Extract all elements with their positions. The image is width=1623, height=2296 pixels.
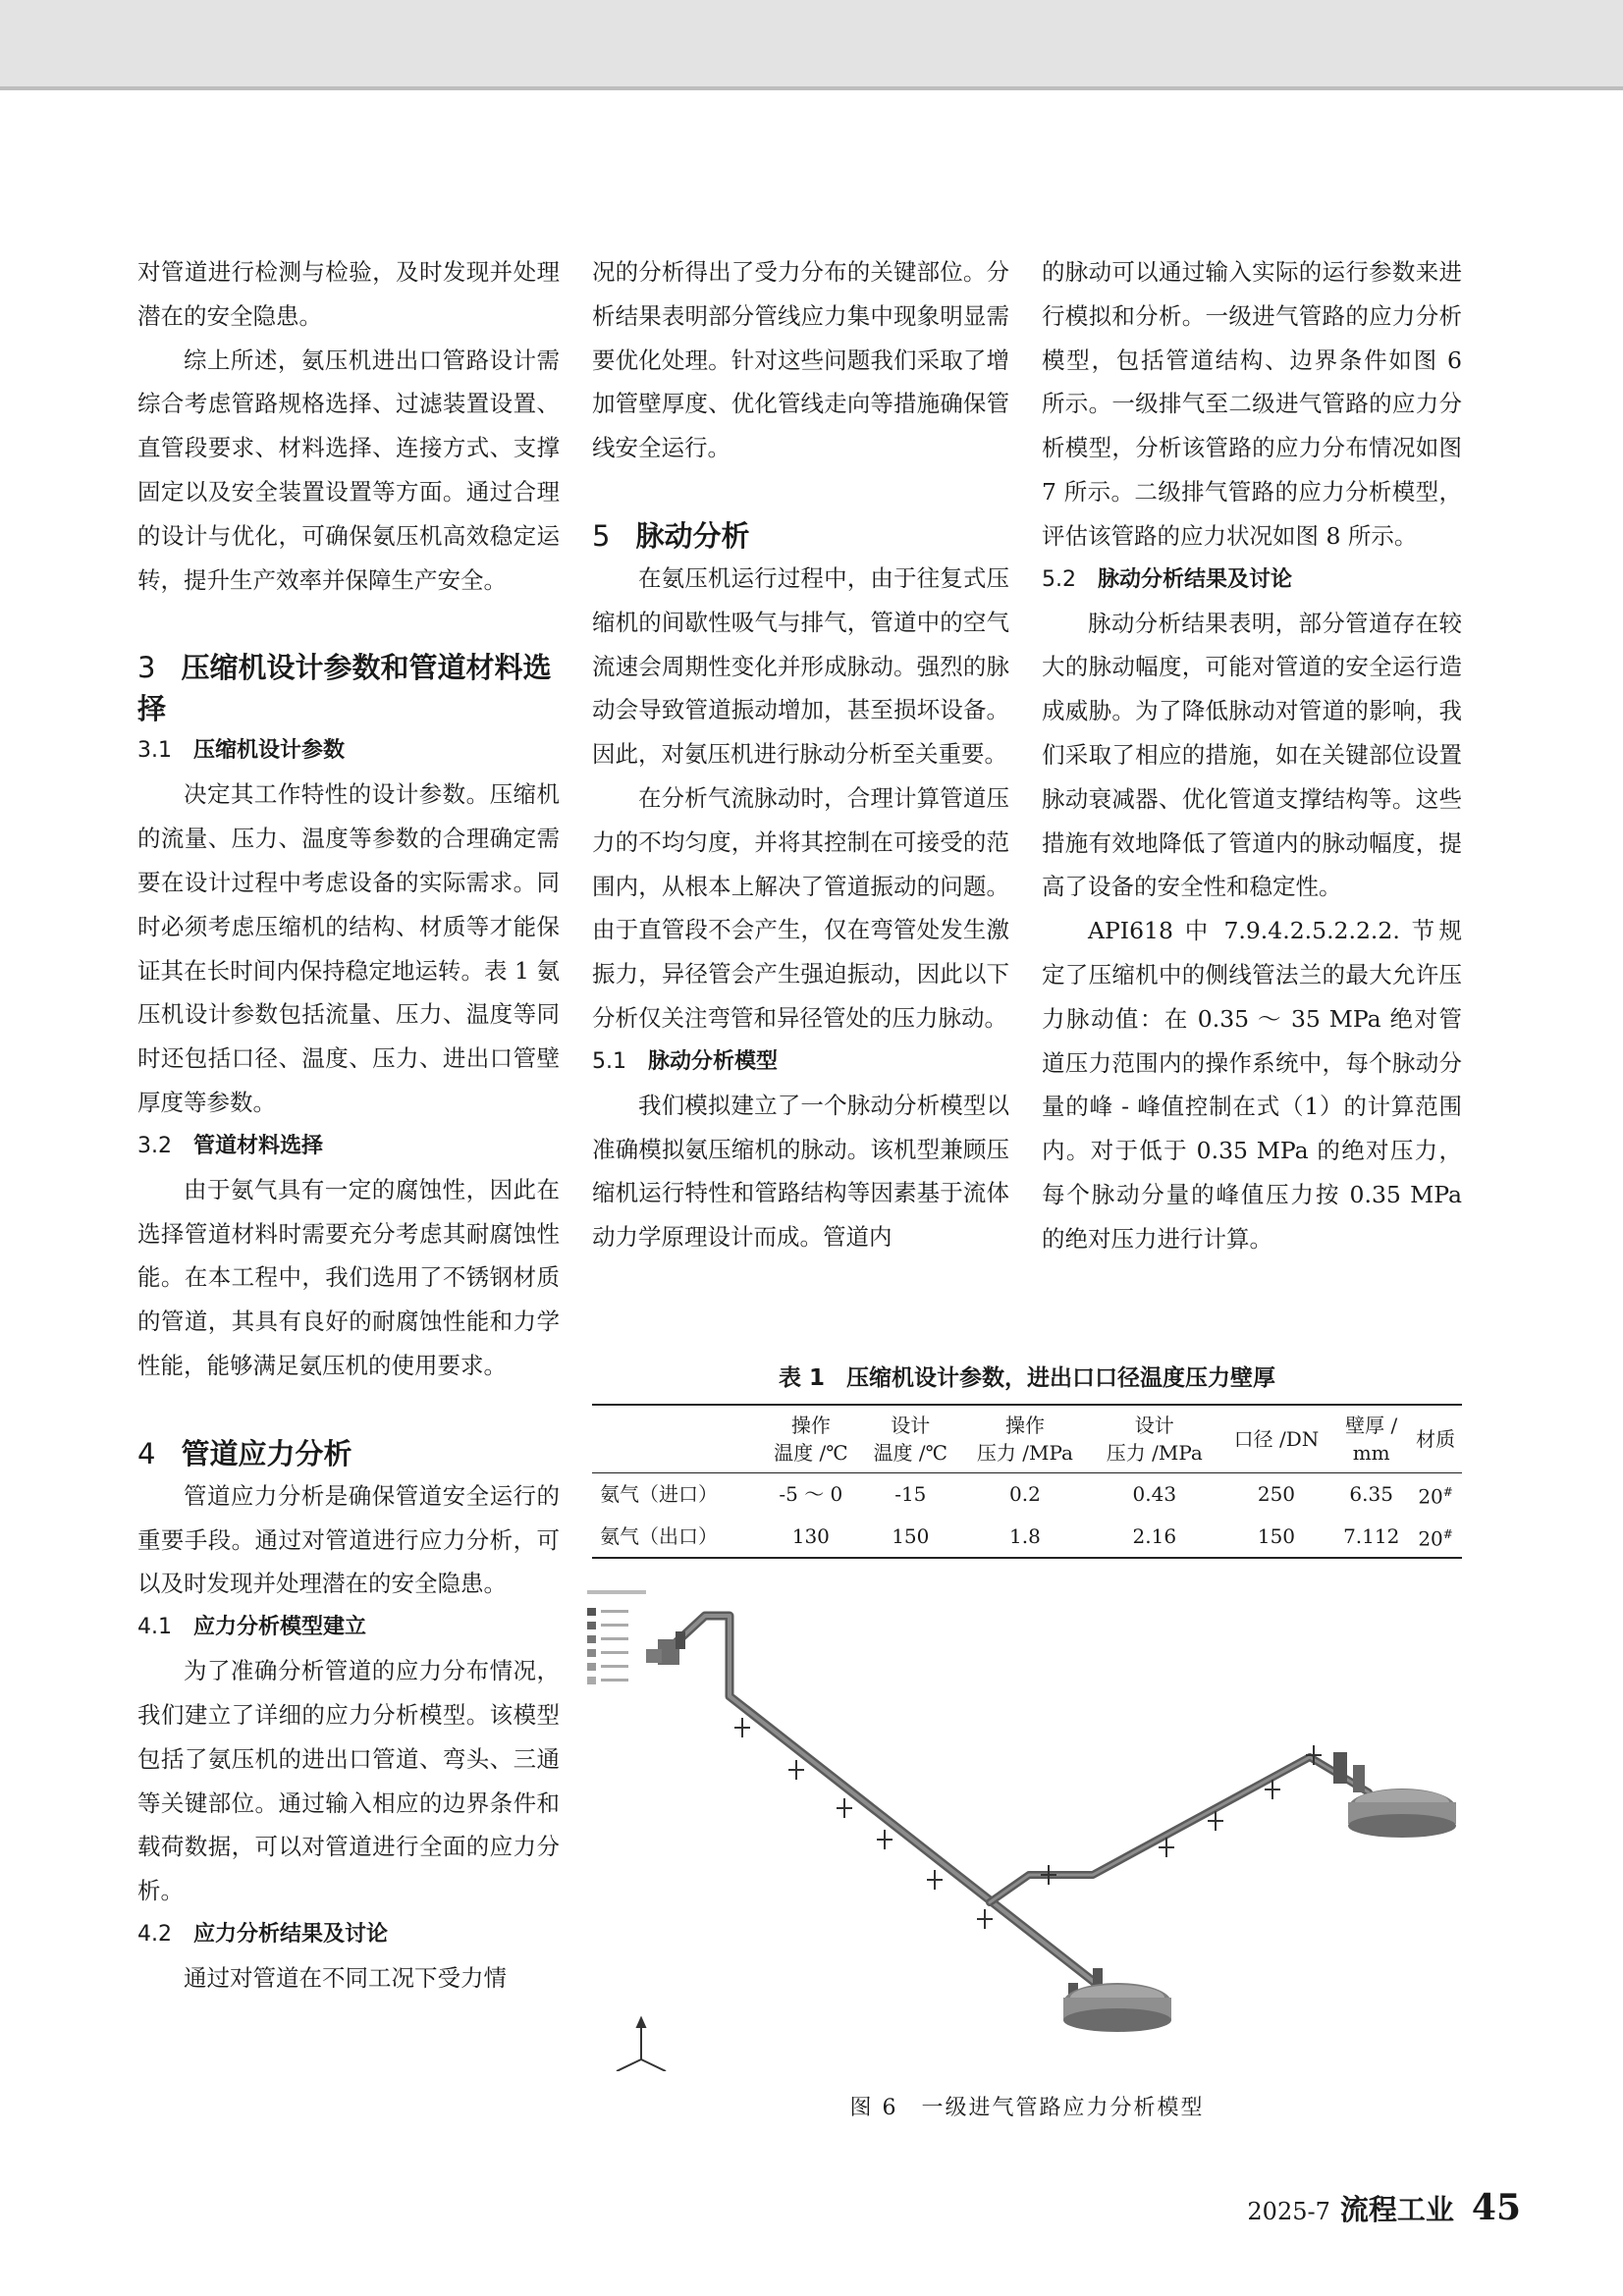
- coordinate-axes-icon: [617, 2018, 666, 2071]
- page-number: 45: [1471, 2187, 1521, 2228]
- paragraph: 决定其工作特性的设计参数。压缩机的流量、压力、温度等参数的合理确定需要在设计过程中考虑设备的实际需求。同时必须考虑压缩机的结构、材质等才能保证其在长时间内保持稳定地运转。表 1 氨压机设计参数包括流量、压力、温度等同时还包括口径、温度、压力、进出口管壁厚度等参数。: [137, 780, 560, 1116]
- subsection-number: 5.2: [1042, 566, 1076, 592]
- table-row: [592, 1473, 1462, 1516]
- table-header-row: [592, 1405, 1462, 1473]
- journal-name: 流程工业: [1339, 2193, 1454, 2226]
- header-rule: [0, 86, 1623, 90]
- header-line: 材质: [1416, 1427, 1456, 1451]
- subsection-title: 管道材料选择: [193, 1133, 324, 1158]
- header-line: 设计: [891, 1414, 931, 1437]
- issue-date: 2025-7: [1247, 2198, 1330, 2225]
- paragraph: 的脉动可以通过输入实际的运行参数来进行模拟和分析。一级进气管路的应力分析模型，包括管道结构、边界条件如图 6 所示。一级排气至二级进气管路的应力分析模型，分析该管路的应力分布情况如图 7 所示。二级排气管路的应力分析模型，评估该管路的应力状况如图 8 所示。: [1042, 258, 1462, 550]
- header-line: 操作: [790, 1414, 831, 1437]
- compressor-vessel-bottom: [1063, 1968, 1171, 2032]
- piping-stress-model-figure: [587, 1580, 1464, 2071]
- column-left: [137, 250, 560, 2001]
- subsection-heading-5-1: [592, 1041, 1009, 1084]
- table-cell: 氨气（进口）: [600, 1482, 718, 1507]
- section-number: 4: [137, 1436, 156, 1470]
- table-cell: 20#: [1418, 1484, 1453, 1509]
- subsection-title: 脉动分析结果及讨论: [1098, 566, 1293, 592]
- top-header-band: [0, 0, 1623, 86]
- table-header-cell: [1090, 1405, 1219, 1473]
- paragraph: 况的分析得出了受力分布的关键部位。分析结果表明部分管线应力集中现象明显需要优化处理。针对这些问题我们采取了增加管壁厚度、优化管线走向等措施确保管线安全运行。: [592, 258, 1009, 462]
- table-body: [592, 1473, 1462, 1559]
- table-cell: -5 ～ 0: [779, 1482, 843, 1507]
- pipe-supports: [734, 1718, 1322, 1929]
- table-cell: 130: [761, 1516, 860, 1559]
- section-title: 管道应力分析: [181, 1436, 352, 1470]
- table-number: 表 1: [778, 1365, 825, 1391]
- subsection-title: 应力分析结果及讨论: [193, 1921, 389, 1947]
- paragraph: 综上所述，氨压机进出口管路设计需综合考虑管路规格选择、过滤装置设置、直管段要求、材料选择、连接方式、支撑固定以及安全装置设置等方面。通过合理的设计与优化，可确保氨压机高效稳定运转，提升生产效率并保障生产安全。: [137, 346, 560, 594]
- table-header-cell: [1219, 1405, 1333, 1473]
- header-line: 温度 /℃: [873, 1441, 948, 1465]
- header-line: mm: [1352, 1441, 1390, 1465]
- table-1: [592, 1359, 1462, 1559]
- column-right: [1042, 250, 1462, 1261]
- superscript-mark: #: [1442, 1485, 1453, 1499]
- header-line: 操作: [1004, 1414, 1045, 1437]
- header-line: 壁厚 /: [1345, 1414, 1398, 1437]
- paragraph: 由于氨气具有一定的腐蚀性，因此在选择管道材料时需要充分考虑其耐腐蚀性能。在本工程中，我们选用了不锈钢材质的管道，其具有良好的耐腐蚀性能和力学性能，能够满足氨压机的使用要求。: [137, 1175, 560, 1379]
- compressor-vessel-right: [1333, 1752, 1456, 1838]
- subsection-title: 应力分析模型建立: [193, 1615, 367, 1640]
- subsection-number: 4.1: [137, 1615, 172, 1640]
- table-cell: 1.8: [960, 1516, 1090, 1559]
- page-footer: [1247, 2187, 1521, 2228]
- section-number: 5: [592, 518, 611, 553]
- table-title: 压缩机设计参数，进出口口径温度压力壁厚: [846, 1365, 1275, 1391]
- subsection-heading-4-1: [137, 1606, 560, 1649]
- subsection-heading-4-2: [137, 1913, 560, 1956]
- section-heading-4: [137, 1433, 560, 1474]
- table-header-cell: [1409, 1405, 1462, 1473]
- subsection-number: 3.2: [137, 1133, 172, 1158]
- paragraph: API618 中 7.9.4.2.5.2.2.2. 节规定了压缩机中的侧线管法兰的最大允许压力脉动值：在 0.35 ～ 35 MPa 绝对管道压力范围内的操作系统中，每个脉动分量的峰 - 峰值控制在式（1）的计算范围内。对于低于 0.35 MPa 的绝对压力，每个脉动分量的峰值压力按 0.35 MPa 的绝对压力进行计算。: [1042, 917, 1462, 1253]
- header-line: 温度 /℃: [774, 1441, 848, 1465]
- header-line: 设计: [1134, 1414, 1174, 1437]
- subsection-heading-5-2: [1042, 559, 1462, 602]
- subsection-title: 脉动分析模型: [648, 1048, 779, 1074]
- table-header-cell: [592, 1405, 761, 1473]
- paragraph: 通过对管道在不同工况下受力情: [184, 1963, 507, 1992]
- superscript-mark: #: [1442, 1526, 1453, 1541]
- table-cell: 氨气（出口）: [592, 1516, 761, 1559]
- table-row: [592, 1516, 1462, 1559]
- header-line: 压力 /MPa: [976, 1441, 1073, 1465]
- header-line: 压力 /MPa: [1106, 1441, 1203, 1465]
- section-title: 脉动分析: [635, 518, 750, 553]
- table-cell: 0.2: [1009, 1482, 1041, 1507]
- section-heading-3: [137, 647, 560, 729]
- paragraph: 脉动分析结果表明，部分管道存在较大的脉动幅度，可能对管道的安全运行造成威胁。为了降低脉动对管道的影响，我们采取了相应的措施，如在关键部位设置脉动衰减器、优化管道支撑结构等。这些措施有效地降低了管道内的脉动幅度，提高了设备的安全性和稳定性。: [1042, 609, 1462, 901]
- valve-cluster-left: [646, 1631, 685, 1665]
- table-cell: 250: [1257, 1482, 1296, 1507]
- table-header-cell: [960, 1405, 1090, 1473]
- header-line: 口径 /DN: [1233, 1427, 1320, 1451]
- section-number: 3: [137, 651, 156, 685]
- table-caption: [592, 1359, 1462, 1398]
- design-parameters-table: [592, 1404, 1462, 1559]
- paragraph: 对管道进行检测与检验，及时发现并处理潜在的安全隐患。: [137, 258, 560, 330]
- table-header-cell: [1333, 1405, 1409, 1473]
- subsection-heading-3-1: [137, 729, 560, 773]
- section-title: 压缩机设计参数和管道材料选择: [137, 651, 552, 726]
- table-header-cell: [761, 1405, 860, 1473]
- column-middle: [592, 250, 1009, 1259]
- paragraph: 在氨压机运行过程中，由于往复式压缩机的间歇性吸气与排气，管道中的空气流速会周期性变化并形成脉动。强烈的脉动会导致管道振动增加，甚至损坏设备。因此，对氨压机进行脉动分析至关重要。: [592, 563, 1009, 769]
- pipe-route: [664, 1616, 1369, 1985]
- table-header-cell: [861, 1405, 960, 1473]
- table-cell: 150: [861, 1516, 960, 1559]
- paragraph: 为了准确分析管道的应力分布情况，我们建立了详细的应力分析模型。该模型包括了氨压机的进出口管道、弯头、三通等关键部位。通过输入相应的边界条件和载荷数据，可以对管道进行全面的应力分析。: [137, 1657, 560, 1905]
- paragraph: 管道应力分析是确保管道安全运行的重要手段。通过对管道进行应力分析，可以及时发现并处理潜在的安全隐患。: [137, 1481, 560, 1598]
- paragraph: 在分析气流脉动时，合理计算管道压力的不均匀度，并将其控制在可接受的范围内，从根本上解决了管道振动的问题。由于直管段不会产生，仅在弯管处发生激振力，异径管会产生强迫振动，因此以下分析仅关注弯管和异径管处的压力脉动。: [592, 783, 1009, 1032]
- subsection-number: 3.1: [137, 738, 172, 764]
- section-heading-5: [592, 515, 1009, 557]
- subsection-heading-3-2: [137, 1125, 560, 1168]
- table-cell: 2.16: [1090, 1516, 1219, 1559]
- subsection-number: 4.2: [137, 1921, 172, 1947]
- paragraph: 我们模拟建立了一个脉动分析模型以准确模拟氨压缩机的脉动。该机型兼顾压缩机运行特性和管路结构等因素基于流体动力学原理设计而成。管道内: [592, 1091, 1009, 1252]
- table-cell: 6.35: [1349, 1482, 1393, 1507]
- subsection-title: 压缩机设计参数: [193, 738, 346, 764]
- table-cell: -15: [894, 1482, 927, 1507]
- subsection-number: 5.1: [592, 1048, 626, 1074]
- figure-caption: 图 6 一级进气管路应力分析模型: [849, 2096, 1205, 2120]
- table-cell: 20#: [1409, 1516, 1462, 1559]
- table-cell: 0.43: [1132, 1482, 1177, 1507]
- table-cell: 150: [1219, 1516, 1333, 1559]
- table-cell: 7.112: [1333, 1516, 1409, 1559]
- legend-box: [587, 1590, 646, 1684]
